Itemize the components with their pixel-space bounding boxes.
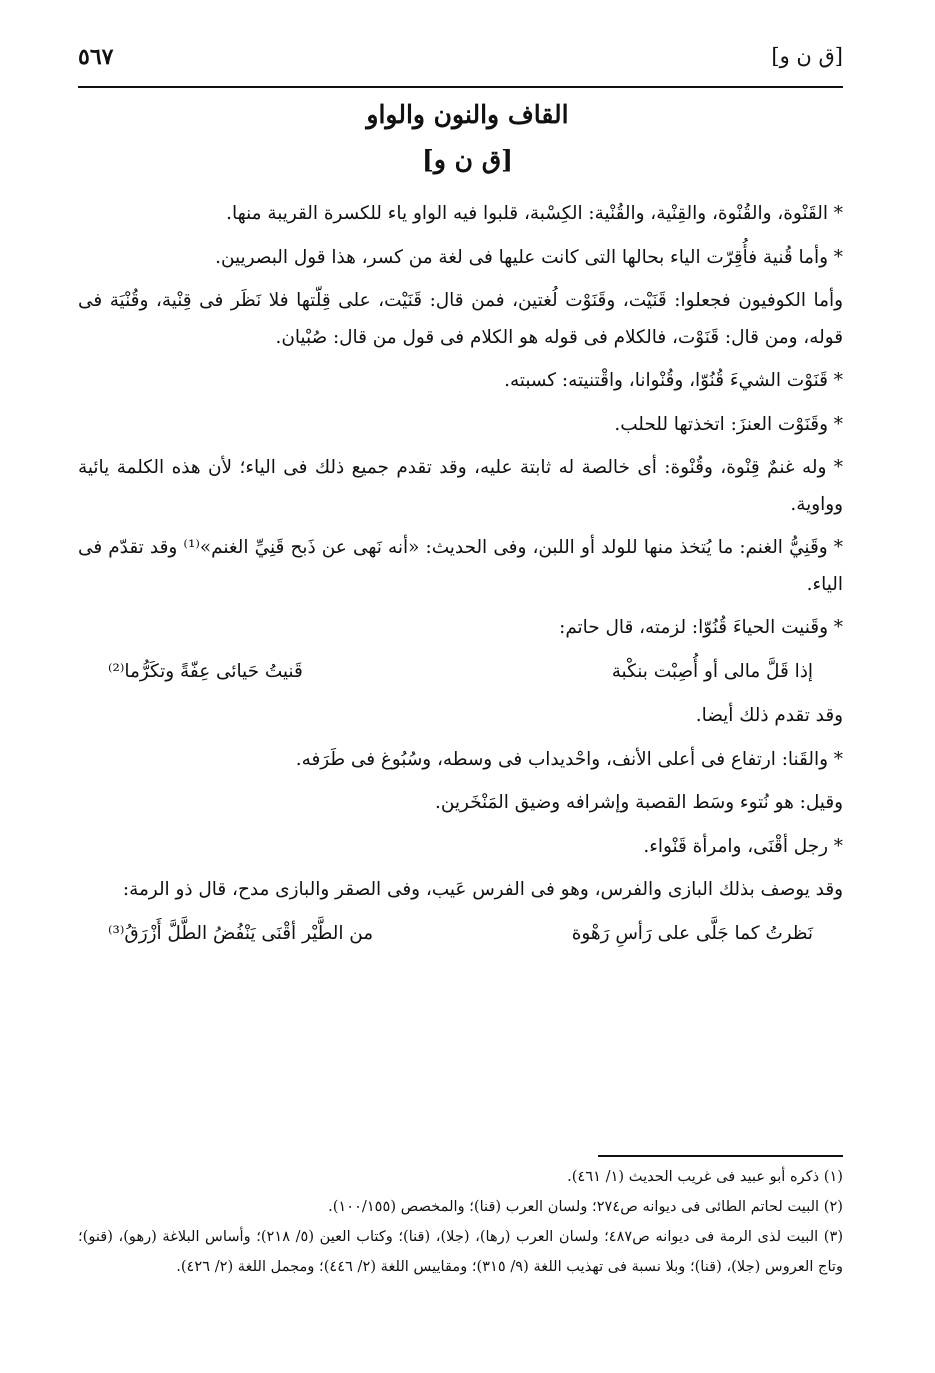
paragraph: * وله غنمٌ قِنْوة، وقُنْوة: أى خالصة له ثابتة عليه، وقد تقدم جميع ذلك فى الياء؛ لأن هذه الكلمة يائية وواوية. (78, 457, 843, 515)
running-head-root: [ق ن و] (771, 44, 843, 68)
verse-first-hemistich: نَظرتُ كما جَلَّى على رَأسِ رَهْوة (571, 922, 813, 944)
paragraph: وقد يوصف بذلك البازى والفرس، وهو فى الفرس عَيب، وفى الصقر والبازى مدح، قال ذو الرمة: (122, 879, 843, 900)
footnote: (٢) البيت لحاتم الطائى فى ديوانه ص٢٧٤؛ ولسان العرب (قنا)؛ والمخصص (١٠٠/١٥٥). (328, 1198, 843, 1215)
paragraph: * وقَنيت الحياءَ قُنُوّا: لزمته، قال حاتم: (559, 617, 843, 638)
chapter-title: القاف والنون والواو (366, 100, 569, 129)
footnote: (٣) البيت لذى الرمة فى ديوانه ص٤٨٧؛ ولسان العرب (رها)، (جلا)، (قنا)؛ وكتاب العين (٥/ ٢١٨)؛ وأساس البلاغة (رهو)، (قنو)؛ وتاج العروس (جلا)، (قنا)؛ وبلا نسبة فى تهذيب اللغة (٩/ ٣١٥)؛ ومقاييس اللغة (٢/ ٤٤٦)؛ ومجمل اللغة (٢/ ٤٢٦). (78, 1228, 844, 1275)
footnote: (١) ذكره أبو عبيد فى غريب الحديث (١/ ٤٦١). (567, 1168, 843, 1185)
paragraph: * وقَنِيُّ الغنم: ما يُتخذ منها للولد أو اللبن، وفى الحديث: «أنه نَهى عن ذَبح قَنِيِّ الغنم»⁽¹⁾ وقد تقدّم فى الياء. (78, 537, 843, 595)
verse-second-hemistich: من الطَّيْر أقْنَى يَنْفُضُ الطَّلَّ أَزْرَقُ⁽³⁾ (108, 922, 374, 944)
paragraph: * وقَنَوْت العنزَ: اتخذتها للحلب. (614, 413, 843, 435)
verse-line (78, 654, 843, 691)
footnote-rule (598, 1155, 843, 1157)
paragraph: * رجل أقْنَى، وامرأة قَنْواء. (643, 835, 843, 857)
paragraph: وقد تقدم ذلك أيضا. (695, 705, 843, 726)
root-heading: [ق ن و] (422, 145, 513, 174)
footnotes (78, 1162, 843, 1282)
verse-second-hemistich: قَنيتُ حَيائى عِفّةً وتكَرُّما⁽²⁾ (108, 660, 303, 682)
verse-first-hemistich: إذا قَلَّ مالى أو أُصِبْت بنكْبة (611, 660, 813, 682)
paragraph: * قَنَوْت الشيءَ قُنُوّا، وقُنْوانا، واقْتنيته: كسبته. (504, 370, 843, 391)
paragraph: وقيل: هو نُتوء وسَط القصبة وإشرافه وضيق المَنْخَرين. (435, 792, 843, 813)
paragraph: * القَنْوة، والقُنْوة، والقِنْية، والقُنْية: الكِسْبة، قلبوا فيه الواو ياء للكسرة القريبة منها. (226, 203, 843, 224)
page-number: ٥٦٧ (78, 44, 114, 70)
entry-body (78, 196, 843, 960)
header-rule (78, 86, 843, 88)
paragraph: * والقَنا: ارتفاع فى أعلى الأنف، واحْديداب فى وسطه، وسُبُوغ فى طَرَفه. (295, 748, 843, 770)
paragraph: * وأما قُنية فأُقِرّت الياء بحالها التى كانت عليها فى لغة من كسر، هذا قول البصريين. (215, 246, 843, 268)
paragraph: وأما الكوفيون فجعلوا: قَنَيْت، وقَنَوْت لُغتين، فمن قال: قَنَيْت، على قِلّتها فلا نَظَر فى قِنْية، وقُنْيَة فى قوله، ومن قال: قَنَوْت، فالكلام فى قوله هو الكلام فى قول من قال: صُبْيان. (78, 290, 843, 348)
verse-line (78, 916, 843, 953)
